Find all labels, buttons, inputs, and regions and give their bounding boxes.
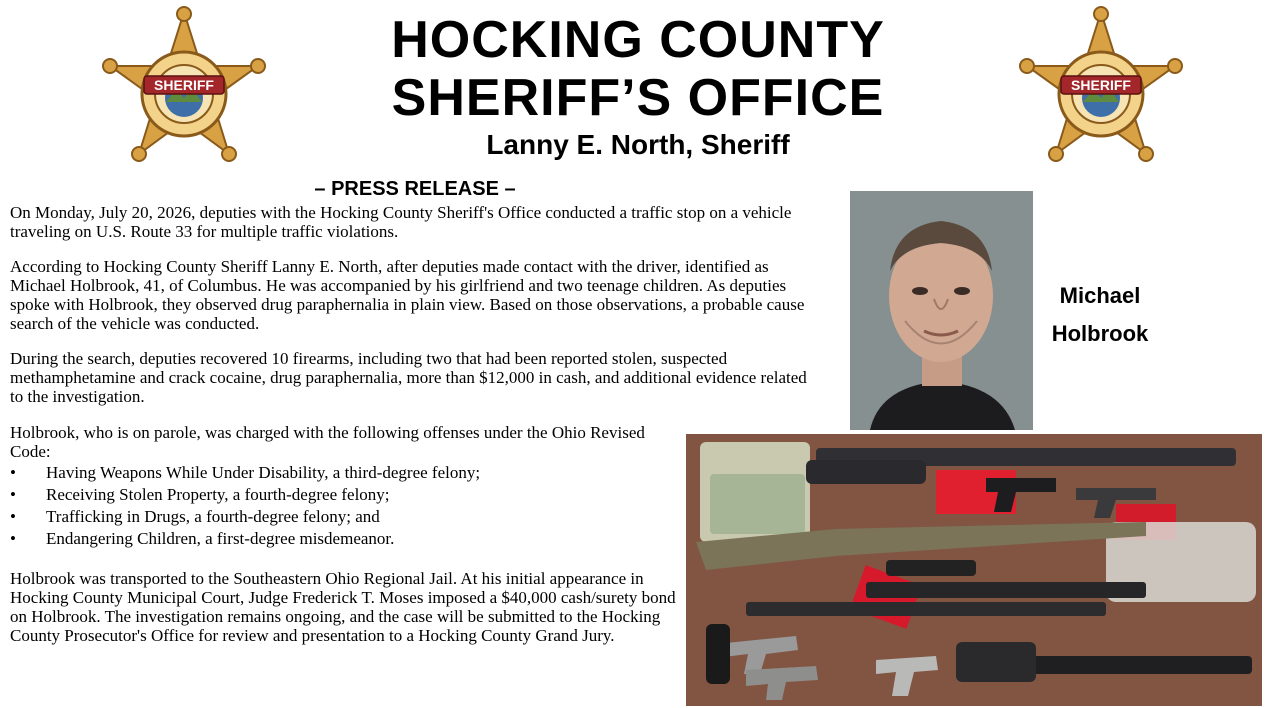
bullet-icon: • [10, 529, 16, 548]
sheriff-name: Lanny E. North, Sheriff [486, 129, 790, 160]
suspect-last-name: Holbrook [1051, 321, 1149, 346]
charge-text: Having Weapons While Under Disability, a third-degree felony; [46, 463, 481, 482]
charge-item [10, 484, 480, 506]
press-release-label: – PRESS RELEASE – [314, 178, 516, 200]
charge-text: Receiving Stolen Property, a fourth-degree felony; [46, 485, 390, 504]
charge-item [10, 462, 480, 484]
charge-item [10, 506, 480, 528]
paragraph-contact: According to Hocking County Sheriff Lanny E. North, after deputies made contact with the driver, identified as Michael Holbrook, 41, of Columbus. He was accompanied by his girlfriend and two teenage children. As deputies spoke with Holbrook, they observed drug paraphernalia in plain view. Based on those observations, a probable cause search of the vehicle was conducted. [10, 257, 805, 333]
org-title-line1: HOCKING COUNTY [391, 11, 885, 69]
charge-item [10, 528, 480, 550]
paragraph-charges-intro: Holbrook, who is on parole, was charged with the following offenses under the Ohio Revised Code: [10, 423, 645, 461]
svg-text:SHERIFF: SHERIFF [1071, 77, 1131, 93]
paragraph-jail-court: Holbrook was transported to the Southeastern Ohio Regional Jail. At his initial appearance in Hocking County Municipal Court, Judge Frederick T. Moses imposed a $40,000 cash/surety bond on Holbrook. The investigation remains ongoing, and the case will be submitted to the Hocking County Prosecutor's Office for review and presentation to a Hocking County Grand Jury. [10, 569, 676, 645]
bullet-icon: • [10, 485, 16, 504]
suspect-first-name: Michael [1059, 283, 1141, 308]
org-title-line2: SHERIFF’S OFFICE [391, 69, 885, 127]
charge-text: Trafficking in Drugs, a fourth-degree felony; and [46, 507, 380, 526]
paragraph-traffic-stop: On Monday, July 20, 2026, deputies with the Hocking County Sheriff's Office conducted a traffic stop on a vehicle traveling on U.S. Route 33 for multiple traffic violations. [10, 203, 792, 241]
sheriff-badge-right-icon [1013, 6, 1189, 182]
charges-list [10, 462, 480, 550]
bullet-icon: • [10, 507, 16, 526]
charge-text: Endangering Children, a first-degree misdemeanor. [46, 529, 395, 548]
evidence-photo [686, 434, 1262, 706]
paragraph-search: During the search, deputies recovered 10 firearms, including two that had been reported stolen, suspected methamphetamine and crack cocaine, drug paraphernalia, more than $12,000 in cash, and additional evidence related to the investigation. [10, 349, 807, 406]
mugshot-photo [850, 191, 1033, 430]
bullet-icon: • [10, 463, 16, 482]
sheriff-badge-left-icon [96, 6, 272, 182]
svg-text:SHERIFF: SHERIFF [154, 77, 214, 93]
